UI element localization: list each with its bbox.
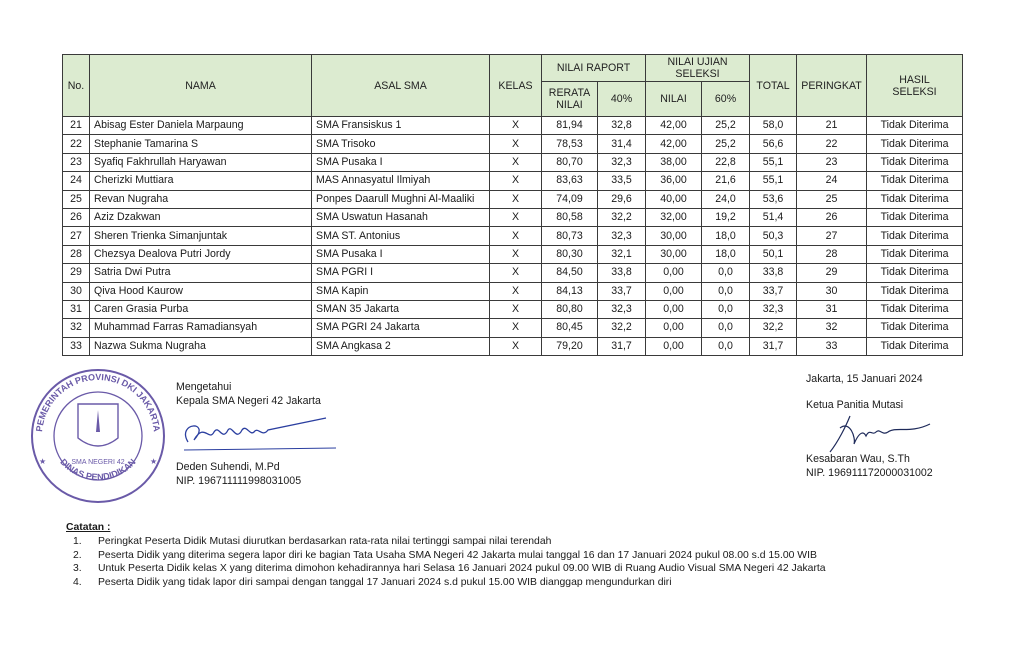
- cell-no: 22: [63, 135, 90, 153]
- cell-nilai-ujian: 30,00: [646, 227, 702, 245]
- table-row: [63, 117, 963, 135]
- header-no: No.: [63, 55, 90, 117]
- header-nilai: NILAI: [646, 82, 702, 117]
- cell-nama: Caren Grasia Purba: [90, 300, 312, 318]
- cell-raport-40: 31,7: [598, 337, 646, 355]
- cell-total: 50,1: [750, 245, 797, 263]
- header-nama: NAMA: [90, 55, 312, 117]
- cell-asal-sma: SMA Pusaka I: [312, 245, 490, 263]
- cell-ujian-60: 0,0: [702, 319, 750, 337]
- cell-total: 55,1: [750, 172, 797, 190]
- cell-rerata-nilai: 80,58: [542, 208, 598, 226]
- cell-peringkat: 25: [797, 190, 867, 208]
- cell-peringkat: 31: [797, 300, 867, 318]
- table-row: [63, 245, 963, 263]
- cell-total: 58,0: [750, 117, 797, 135]
- cell-hasil-seleksi: Tidak Diterima: [867, 135, 963, 153]
- note-text: Peserta Didik yang tidak lapor diri sampai dengan tanggal 17 Januari 2024 s.d pukul 15.00 WIB dianggap mengundurkan diri: [98, 576, 672, 588]
- cell-no: 32: [63, 319, 90, 337]
- cell-no: 29: [63, 264, 90, 282]
- cell-rerata-nilai: 84,13: [542, 282, 598, 300]
- cell-kelas: X: [490, 319, 542, 337]
- cell-rerata-nilai: 74,09: [542, 190, 598, 208]
- cell-peringkat: 28: [797, 245, 867, 263]
- cell-asal-sma: SMA Fransiskus 1: [312, 117, 490, 135]
- cell-nilai-ujian: 30,00: [646, 245, 702, 263]
- cell-raport-40: 32,3: [598, 153, 646, 171]
- cell-no: 30: [63, 282, 90, 300]
- cell-rerata-nilai: 81,94: [542, 117, 598, 135]
- cell-hasil-seleksi: Tidak Diterima: [867, 208, 963, 226]
- header-asal-sma: ASAL SMA: [312, 55, 490, 117]
- cell-ujian-60: 25,2: [702, 117, 750, 135]
- cell-asal-sma: SMA Angkasa 2: [312, 337, 490, 355]
- cell-nama: Syafiq Fakhrullah Haryawan: [90, 153, 312, 171]
- cell-ujian-60: 24,0: [702, 190, 750, 208]
- cell-rerata-nilai: 80,73: [542, 227, 598, 245]
- cell-raport-40: 33,7: [598, 282, 646, 300]
- note-item: [66, 562, 826, 576]
- cell-hasil-seleksi: Tidak Diterima: [867, 172, 963, 190]
- cell-hasil-seleksi: Tidak Diterima: [867, 245, 963, 263]
- stamp-outer-ring: [32, 370, 164, 502]
- cell-ujian-60: 0,0: [702, 300, 750, 318]
- cell-kelas: X: [490, 208, 542, 226]
- cell-nilai-ujian: 40,00: [646, 190, 702, 208]
- cell-peringkat: 26: [797, 208, 867, 226]
- cell-nama: Stephanie Tamarina S: [90, 135, 312, 153]
- cell-nama: Muhammad Farras Ramadiansyah: [90, 319, 312, 337]
- cell-peringkat: 32: [797, 319, 867, 337]
- stamp-top-text: PEMERINTAH PROVINSI DKI JAKARTA: [34, 371, 162, 433]
- cell-total: 50,3: [750, 227, 797, 245]
- cell-ujian-60: 0,0: [702, 282, 750, 300]
- cell-peringkat: 27: [797, 227, 867, 245]
- cell-ujian-60: 25,2: [702, 135, 750, 153]
- cell-nama: Aziz Dzakwan: [90, 208, 312, 226]
- cell-asal-sma: SMA Pusaka I: [312, 153, 490, 171]
- header-raport-40-percent: 40%: [598, 82, 646, 117]
- cell-nilai-ujian: 0,00: [646, 264, 702, 282]
- header-ujian-60-percent: 60%: [702, 82, 750, 117]
- cell-total: 51,4: [750, 208, 797, 226]
- cell-nilai-ujian: 38,00: [646, 153, 702, 171]
- cell-rerata-nilai: 79,20: [542, 337, 598, 355]
- cell-raport-40: 32,8: [598, 117, 646, 135]
- header-nilai-ujian-seleksi: NILAI UJIAN SELEKSI: [646, 55, 750, 82]
- table-row: [63, 153, 963, 171]
- stamp-star-icon: ★: [39, 457, 47, 466]
- table-row: [63, 190, 963, 208]
- cell-rerata-nilai: 80,30: [542, 245, 598, 263]
- cell-kelas: X: [490, 117, 542, 135]
- cell-peringkat: 22: [797, 135, 867, 153]
- cell-peringkat: 33: [797, 337, 867, 355]
- cell-ujian-60: 18,0: [702, 245, 750, 263]
- cell-ujian-60: 19,2: [702, 208, 750, 226]
- cell-kelas: X: [490, 135, 542, 153]
- header-total: TOTAL: [750, 55, 797, 117]
- cell-raport-40: 29,6: [598, 190, 646, 208]
- cell-nilai-ujian: 0,00: [646, 319, 702, 337]
- cell-asal-sma: SMA PGRI 24 Jakarta: [312, 319, 490, 337]
- cell-peringkat: 30: [797, 282, 867, 300]
- cell-total: 55,1: [750, 153, 797, 171]
- cell-hasil-seleksi: Tidak Diterima: [867, 319, 963, 337]
- principal-title: Kepala SMA Negeri 42 Jakarta: [176, 395, 321, 407]
- notes-list: [66, 535, 826, 589]
- table-row: [63, 172, 963, 190]
- table-row: [63, 264, 963, 282]
- cell-total: 32,3: [750, 300, 797, 318]
- cell-kelas: X: [490, 153, 542, 171]
- cell-raport-40: 33,5: [598, 172, 646, 190]
- committee-chair-title: Ketua Panitia Mutasi: [806, 399, 904, 411]
- principal-nip: NIP. 196711111998031005: [176, 475, 302, 487]
- cell-hasil-seleksi: Tidak Diterima: [867, 117, 963, 135]
- cell-raport-40: 32,1: [598, 245, 646, 263]
- cell-kelas: X: [490, 190, 542, 208]
- cell-kelas: X: [490, 264, 542, 282]
- table-row: [63, 319, 963, 337]
- cell-raport-40: 33,8: [598, 264, 646, 282]
- cell-ujian-60: 0,0: [702, 264, 750, 282]
- table-row: [63, 282, 963, 300]
- cell-raport-40: 32,3: [598, 300, 646, 318]
- cell-nilai-ujian: 42,00: [646, 117, 702, 135]
- table-row: [63, 227, 963, 245]
- cell-rerata-nilai: 84,50: [542, 264, 598, 282]
- stamp-bottom-text: DINAS PENDIDIKAN: [58, 456, 138, 483]
- cell-nilai-ujian: 36,00: [646, 172, 702, 190]
- cell-hasil-seleksi: Tidak Diterima: [867, 227, 963, 245]
- note-number: 4.: [73, 576, 82, 588]
- cell-nama: Abisag Ester Daniela Marpaung: [90, 117, 312, 135]
- note-text: Peserta Didik yang diterima segera lapor diri ke bagian Tata Usaha SMA Negeri 42 Jakarta mulai tanggal 16 dan 17 Januari 2024 pukul 08.00 s.d 15.00 WIB: [98, 549, 817, 561]
- note-item: [66, 535, 826, 549]
- cell-hasil-seleksi: Tidak Diterima: [867, 264, 963, 282]
- header-nilai-raport: NILAI RAPORT: [542, 55, 646, 82]
- committee-chair-nip: NIP. 196911172000031002: [806, 467, 933, 479]
- table-row: [63, 135, 963, 153]
- stamp-center-text: SMA NEGERI 42: [71, 459, 125, 466]
- cell-no: 31: [63, 300, 90, 318]
- cell-rerata-nilai: 80,80: [542, 300, 598, 318]
- cell-asal-sma: Ponpes Daarull Mughni Al-Maaliki: [312, 190, 490, 208]
- table-row: [63, 300, 963, 318]
- cell-nilai-ujian: 0,00: [646, 337, 702, 355]
- cell-total: 33,8: [750, 264, 797, 282]
- cell-raport-40: 32,2: [598, 208, 646, 226]
- place-and-date: Jakarta, 15 Januari 2024: [806, 373, 923, 385]
- note-text: Untuk Peserta Didik kelas X yang diterima dimohon kehadirannya hari Selasa 16 Januari 2024 pukul 09.00 WIB di Ruang Audio Visual SMA Negeri 42 Jakarta: [98, 563, 826, 574]
- header-peringkat: PERINGKAT: [797, 55, 867, 117]
- note-number: 2.: [73, 549, 82, 561]
- table-row: [63, 337, 963, 355]
- notes-section: [66, 521, 826, 589]
- cell-nama: Satria Dwi Putra: [90, 264, 312, 282]
- principal-signature-icon: [176, 412, 346, 456]
- cell-nama: Cherizki Muttiara: [90, 172, 312, 190]
- header-rerata-nilai: RERATA NILAI: [542, 82, 598, 117]
- cell-no: 28: [63, 245, 90, 263]
- cell-kelas: X: [490, 245, 542, 263]
- cell-peringkat: 23: [797, 153, 867, 171]
- cell-asal-sma: SMAN 35 Jakarta: [312, 300, 490, 318]
- note-number: 1.: [73, 536, 82, 547]
- cell-kelas: X: [490, 337, 542, 355]
- cell-peringkat: 24: [797, 172, 867, 190]
- cell-nama: Chezsya Dealova Putri Jordy: [90, 245, 312, 263]
- cell-nilai-ujian: 0,00: [646, 282, 702, 300]
- cell-asal-sma: SMA Kapin: [312, 282, 490, 300]
- cell-raport-40: 32,2: [598, 319, 646, 337]
- committee-signature-icon: [820, 414, 940, 454]
- cell-hasil-seleksi: Tidak Diterima: [867, 153, 963, 171]
- cell-kelas: X: [490, 300, 542, 318]
- cell-nama: Qiva Hood Kaurow: [90, 282, 312, 300]
- cell-total: 56,6: [750, 135, 797, 153]
- cell-asal-sma: SMA Uswatun Hasanah: [312, 208, 490, 226]
- principal-name: Deden Suhendi, M.Pd: [176, 461, 280, 473]
- notes-title: Catatan :: [66, 522, 111, 533]
- official-stamp: [30, 368, 166, 504]
- cell-nama: Sheren Trienka Simanjuntak: [90, 227, 312, 245]
- table-row: [63, 208, 963, 226]
- header-kelas: KELAS: [490, 55, 542, 117]
- cell-rerata-nilai: 78,53: [542, 135, 598, 153]
- cell-hasil-seleksi: Tidak Diterima: [867, 282, 963, 300]
- cell-total: 31,7: [750, 337, 797, 355]
- header-hasil-seleksi: HASIL SELEKSI: [867, 55, 963, 117]
- cell-no: 24: [63, 172, 90, 190]
- cell-hasil-seleksi: Tidak Diterima: [867, 190, 963, 208]
- cell-raport-40: 32,3: [598, 227, 646, 245]
- note-number: 3.: [73, 563, 82, 574]
- cell-hasil-seleksi: Tidak Diterima: [867, 300, 963, 318]
- cell-rerata-nilai: 80,45: [542, 319, 598, 337]
- cell-kelas: X: [490, 227, 542, 245]
- cell-asal-sma: SMA PGRI I: [312, 264, 490, 282]
- cell-total: 53,6: [750, 190, 797, 208]
- cell-ujian-60: 21,6: [702, 172, 750, 190]
- cell-no: 23: [63, 153, 90, 171]
- note-text: Peringkat Peserta Didik Mutasi diurutkan berdasarkan rata-rata nilai tertinggi sampai nilai terendah: [98, 536, 552, 547]
- acknowledged-label: Mengetahui: [176, 381, 232, 393]
- monument-icon: [96, 410, 100, 432]
- committee-chair-name: Kesabaran Wau, S.Th: [806, 453, 910, 465]
- cell-no: 33: [63, 337, 90, 355]
- cell-no: 27: [63, 227, 90, 245]
- cell-ujian-60: 22,8: [702, 153, 750, 171]
- table-body: [63, 117, 963, 356]
- cell-total: 33,7: [750, 282, 797, 300]
- cell-no: 26: [63, 208, 90, 226]
- cell-asal-sma: SMA ST. Antonius: [312, 227, 490, 245]
- cell-peringkat: 21: [797, 117, 867, 135]
- cell-raport-40: 31,4: [598, 135, 646, 153]
- cell-nilai-ujian: 0,00: [646, 300, 702, 318]
- cell-nama: Revan Nugraha: [90, 190, 312, 208]
- cell-rerata-nilai: 83,63: [542, 172, 598, 190]
- cell-kelas: X: [490, 172, 542, 190]
- cell-ujian-60: 18,0: [702, 227, 750, 245]
- cell-hasil-seleksi: Tidak Diterima: [867, 337, 963, 355]
- cell-nilai-ujian: 32,00: [646, 208, 702, 226]
- cell-peringkat: 29: [797, 264, 867, 282]
- cell-total: 32,2: [750, 319, 797, 337]
- selection-results-table: [62, 54, 963, 356]
- cell-nilai-ujian: 42,00: [646, 135, 702, 153]
- cell-no: 25: [63, 190, 90, 208]
- note-item: [66, 549, 826, 563]
- cell-rerata-nilai: 80,70: [542, 153, 598, 171]
- cell-kelas: X: [490, 282, 542, 300]
- cell-asal-sma: MAS Annasyatul Ilmiyah: [312, 172, 490, 190]
- cell-no: 21: [63, 117, 90, 135]
- cell-ujian-60: 0,0: [702, 337, 750, 355]
- cell-nama: Nazwa Sukma Nugraha: [90, 337, 312, 355]
- cell-asal-sma: SMA Trisoko: [312, 135, 490, 153]
- stamp-star-icon: ★: [150, 457, 158, 466]
- note-item: [66, 576, 826, 590]
